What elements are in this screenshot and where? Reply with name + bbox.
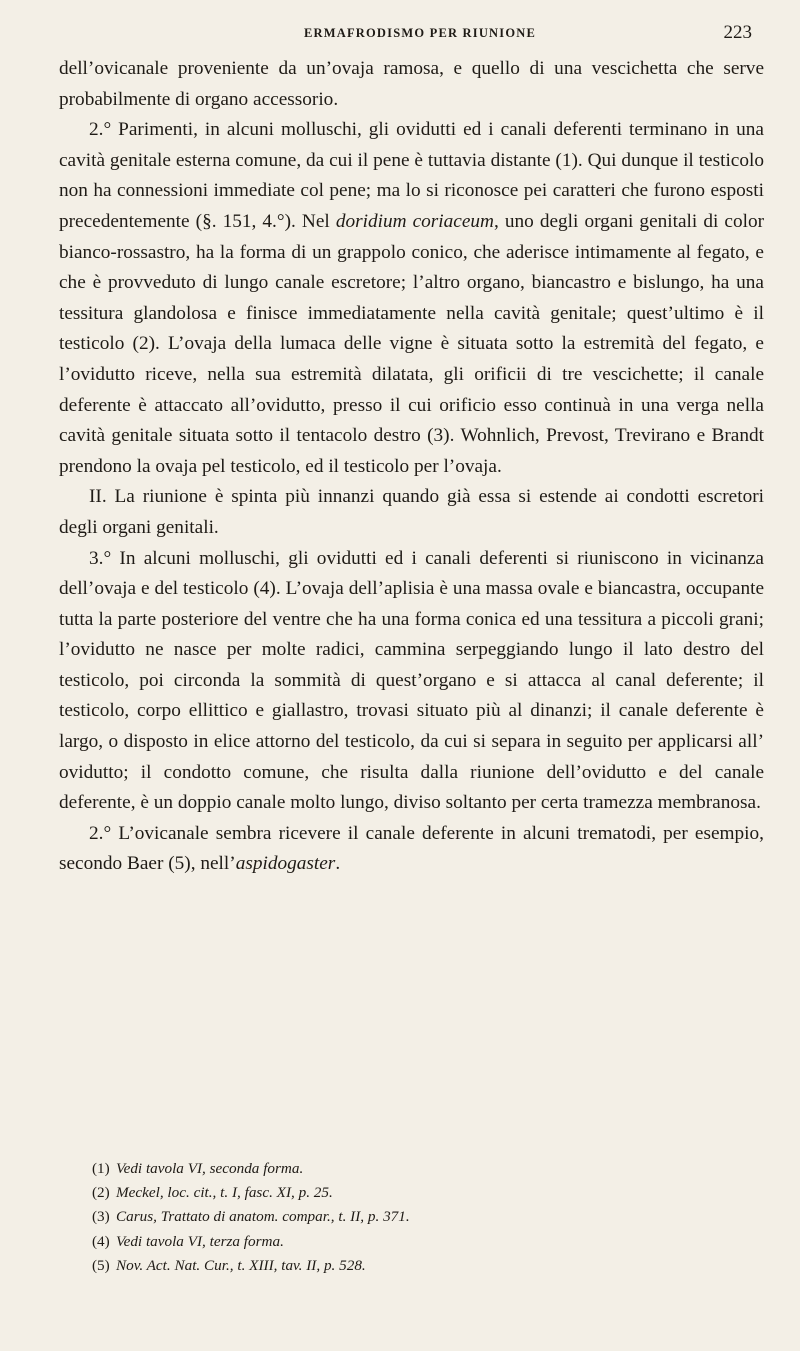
footnote-1 xyxy=(92,1157,752,1181)
genus-name-aspidogaster: aspidogaster xyxy=(235,853,336,875)
paragraph-3: II. La riunione è spinta più innanzi quando già essa si estende ai condotti escretori degli organi genitali. xyxy=(59,486,764,538)
footnote-2 xyxy=(92,1181,752,1205)
footnote-text: Vedi tavola VI, seconda forma. xyxy=(116,1160,304,1177)
footnote-text: Meckel, loc. cit., t. I, fasc. XI, p. 25. xyxy=(116,1184,333,1202)
species-name-doridium: doridium coriaceum xyxy=(335,210,494,232)
paragraph-2-part-a: 2.° Parimenti, in alcuni molluschi, gli ovidutti ed i canali deferenti terminano in una cavità genitale esterna comune, da cui il pene è tuttavia distante (1). Qui dunque il testicolo non ha connessioni immediate col pene; ma lo si riconosce pei caratteri che furono esposti precedentemente (§. 151, 4.°). Nel xyxy=(59,119,764,232)
paragraph-5-part-a: 2.° L’ovicanale sembra ricevere il canale deferente in alcuni trematodi, per esempio, secondo Baer (5), nell’ xyxy=(59,822,764,875)
paragraph-2 xyxy=(59,115,764,482)
footnote-number: (1) xyxy=(92,1160,110,1177)
running-head: ERMAFRODISMO PER RIUNIONE xyxy=(303,26,537,40)
footnotes xyxy=(92,1157,752,1278)
page-header xyxy=(88,14,752,50)
footnote-text: Vedi tavola VI, terza forma. xyxy=(116,1232,284,1250)
body-text xyxy=(59,54,764,880)
page-number: 223 xyxy=(723,22,752,43)
paragraph-2-part-b: , uno degli organi genitali di color bianco-rossastro, ha la forma di un grappolo conico, che aderisce intimamente al fegato, e che è provveduto di lungo canale escretore; l’altro organo, biancastro e bislungo, ha una tessitura glandolosa e finisce immediatamente nella cavità genitale; quest’ultimo è il testicolo (2). L’ovaja della lumaca delle vigne è situata sotto la estremità del fegato, e l’ovidutto riceve, nella sua estremità dilatata, gli orificii di tre vescichette; il canale deferente è attaccato all’ovidutto, presso il cui orificio esso continuà in una verga nella cavità genitale situata sotto il tentacolo destro (3). Wohnlich, Prevost, Trevirano e Brandt prendono la ovaja pel testicolo, ed il testicolo per l’ovaja. xyxy=(59,210,765,477)
footnote-3 xyxy=(92,1205,752,1229)
footnote-number: (2) xyxy=(92,1184,110,1202)
paragraph-5-part-b: . xyxy=(335,853,341,875)
footnote-4 xyxy=(92,1230,752,1254)
paragraph-1: dell’ovicanale proveniente da un’ovaja ramosa, e quello di una vescichetta che serve probabilmente di organo accessorio. xyxy=(59,58,764,110)
footnote-text: Carus, Trattato di anatom. compar., t. II, p. 371. xyxy=(116,1208,410,1226)
footnote-text: Nov. Act. Nat. Cur., t. XIII, tav. II, p. 528. xyxy=(116,1256,366,1274)
footnote-number: (3) xyxy=(92,1208,110,1226)
paragraph-4: 3.° In alcuni molluschi, gli ovidutti ed i canali deferenti si riuniscono in vicinanza dell’ovaja e del testicolo (4). L’ovaja dell’aplisia è una massa ovale e biancastra, occupante tutta la parte posteriore del ventre che ha una forma conica ed una tessitura a piccoli grani; l’ovidutto ne nasce per molte radici, cammina serpeggiando lungo il lato destro del testicolo, poi circonda la sommità di quest’organo e si attacca al canal deferente; il testicolo, corpo ellittico e giallastro, trovasi situato più al dinanzi; il canale deferente è largo, o disposto in elice attorno del testicolo, da cui si separa in seguito per applicarsi all’ ovidutto; il condotto comune, che risulta dalla riunione dell’ovidutto e del canale deferente, è un doppio canale molto lungo, diviso soltanto per certa tramezza membranosa. xyxy=(59,547,764,814)
footnote-number: (5) xyxy=(92,1256,110,1274)
footnote-number: (4) xyxy=(92,1232,110,1250)
footnote-5 xyxy=(92,1254,752,1278)
paragraph-5 xyxy=(59,819,764,880)
